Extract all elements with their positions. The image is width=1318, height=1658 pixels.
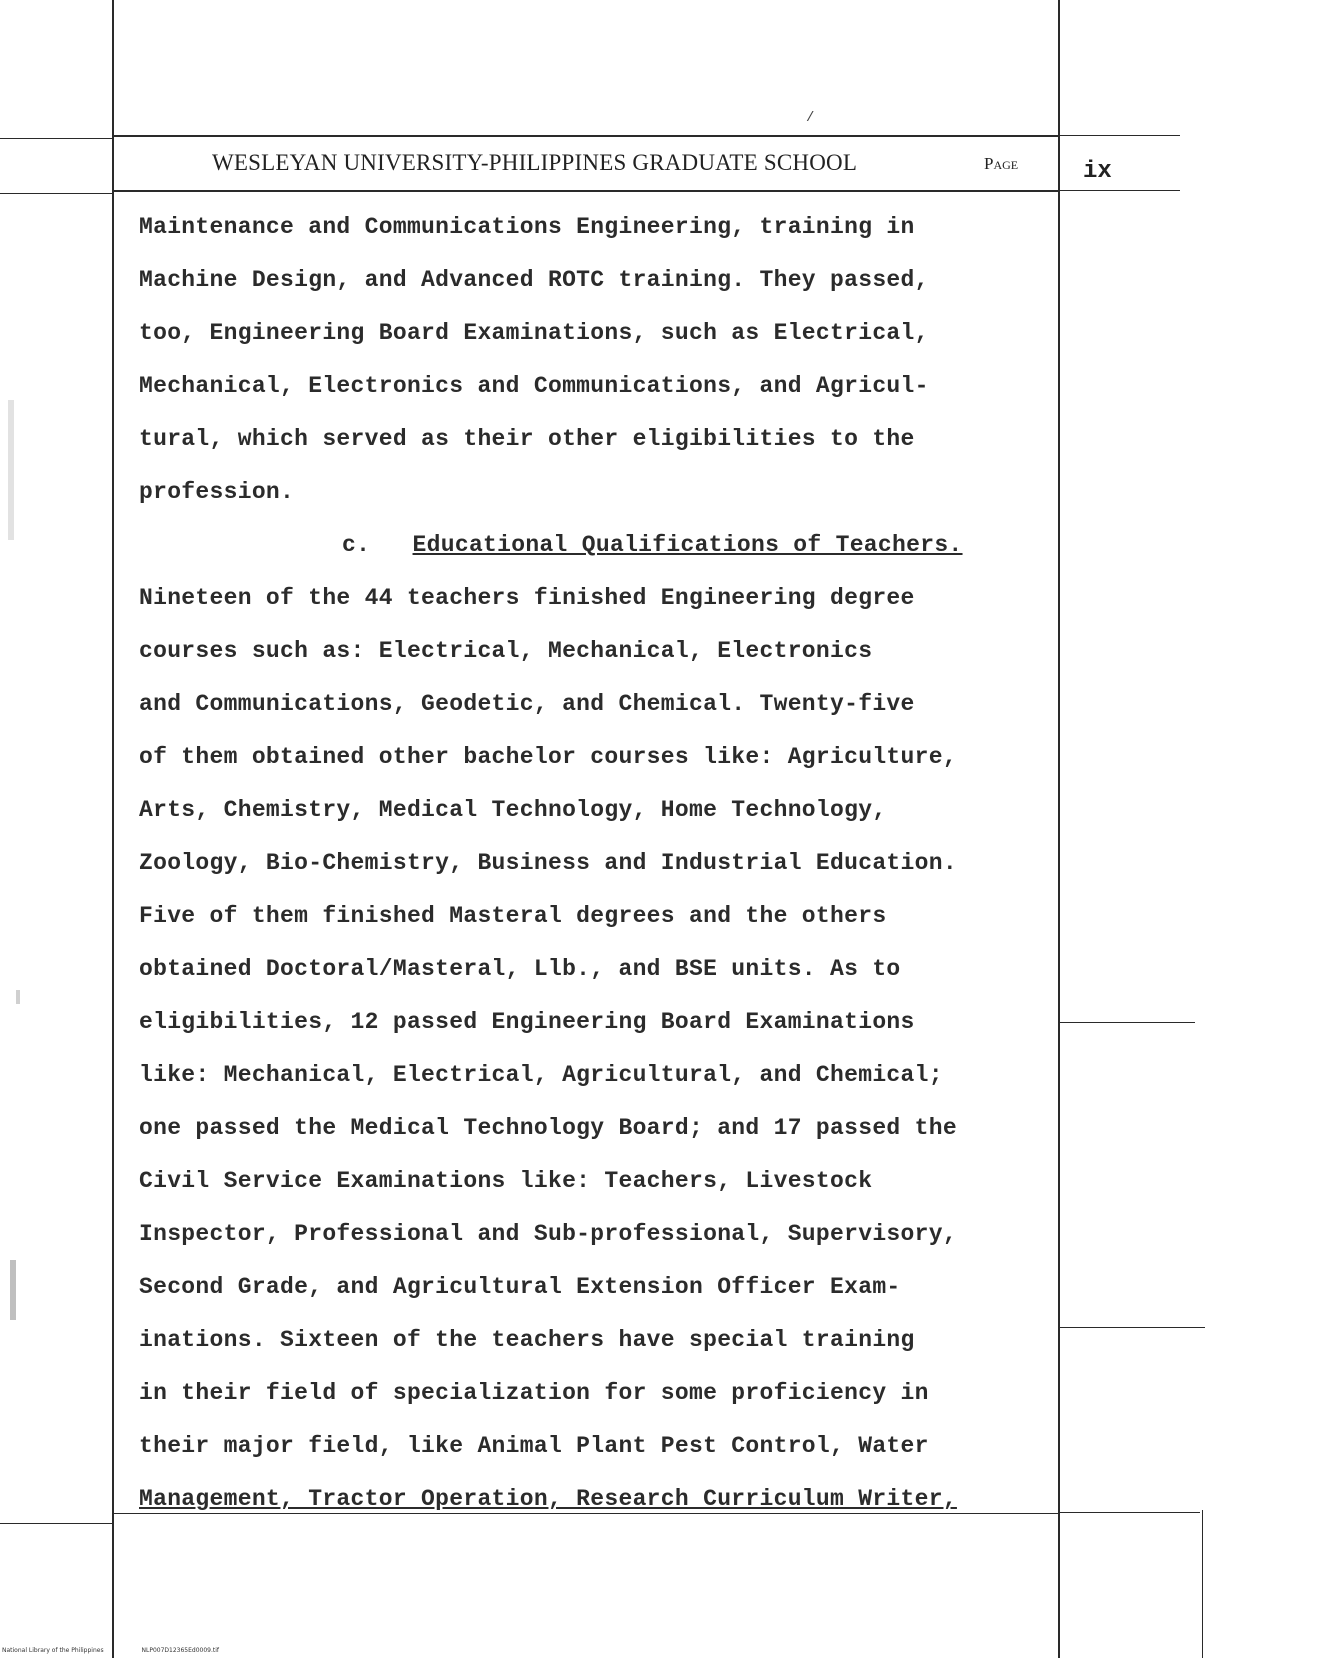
body-line: in their field of specialization for some proficiency in: [139, 1380, 929, 1406]
far-left-rule-top: [0, 138, 112, 139]
section-heading-line: [342, 518, 1002, 572]
body-line: one passed the Medical Technology Board; and 17 passed the: [139, 1115, 957, 1141]
right-column-rule-2: [1060, 190, 1180, 191]
body-line: obtained Doctoral/Masteral, Llb., and BSE units. As to: [139, 956, 901, 982]
body-line: Zoology, Bio-Chemistry, Business and Industrial Education.: [139, 850, 957, 876]
body-line: courses such as: Electrical, Mechanical, Electronics: [139, 638, 873, 664]
scan-speck: [8, 400, 14, 540]
left-bottom-rule: [0, 1523, 112, 1524]
footer-source: National Library of the Philippines: [2, 1647, 104, 1654]
header-bottom-rule: [112, 190, 1058, 192]
right-column-rule-1: [1060, 135, 1180, 136]
page-number: ix: [1083, 158, 1112, 185]
body-line: Nineteen of the 44 teachers finished Engineering degree: [139, 585, 915, 611]
far-left-rule-bottom: [0, 193, 112, 194]
body-line: of them obtained other bachelor courses like: Agriculture,: [139, 744, 957, 770]
right-column-rule-3: [1060, 1022, 1195, 1023]
body-line: profession.: [139, 479, 295, 505]
scan-footer: [2, 1647, 255, 1654]
body-line: their major field, like Animal Plant Pest Control, Water: [139, 1433, 929, 1459]
body-line: Civil Service Examinations like: Teachers, Livestock: [139, 1168, 873, 1194]
body-line: and Communications, Geodetic, and Chemical. Twenty-five: [139, 691, 915, 717]
right-column-rule-4: [1060, 1327, 1205, 1328]
body-line: like: Mechanical, Electrical, Agricultural, and Chemical;: [139, 1062, 943, 1088]
body-line: Five of them finished Masteral degrees and the others: [139, 903, 887, 929]
section-label: c.: [342, 532, 371, 558]
scan-speck: [16, 990, 20, 1004]
body-line: tural, which served as their other eligibilities to the: [139, 426, 915, 452]
footer-file: NLP007D12365Ed0009.tif: [141, 1647, 220, 1654]
body-line: Arts, Chemistry, Medical Technology, Home Technology,: [139, 797, 887, 823]
body-line: Maintenance and Communications Engineering, training in: [139, 214, 915, 240]
body-line: too, Engineering Board Examinations, such as Electrical,: [139, 320, 929, 346]
right-margin-rule: [1058, 0, 1060, 1658]
body-line: Machine Design, and Advanced ROTC training. They passed,: [139, 267, 929, 293]
pencil-mark: /: [806, 110, 815, 126]
left-margin-rule: [112, 0, 114, 1658]
body-line: Second Grade, and Agricultural Extension Officer Exam-: [139, 1274, 901, 1300]
page-label: Page: [984, 154, 1019, 173]
header-top-rule: [112, 135, 1058, 137]
body-line: inations. Sixteen of the teachers have special training: [139, 1327, 915, 1353]
right-edge-rule: [1202, 1510, 1203, 1658]
section-heading: Educational Qualifications of Teachers.: [412, 532, 963, 558]
body-line: Mechanical, Electronics and Communications, and Agricul-: [139, 373, 929, 399]
right-column-rule-5: [1060, 1512, 1200, 1513]
body-line: Inspector, Professional and Sub-professional, Supervisory,: [139, 1221, 957, 1247]
header-title: WESLEYAN UNIVERSITY-PHILIPPINES GRADUATE SCHOOL: [212, 150, 858, 175]
body-line-last: Management, Tractor Operation, Research Curriculum Writer,: [139, 1486, 957, 1512]
scan-speck: [10, 1260, 16, 1320]
body-line: eligibilities, 12 passed Engineering Board Examinations: [139, 1009, 915, 1035]
